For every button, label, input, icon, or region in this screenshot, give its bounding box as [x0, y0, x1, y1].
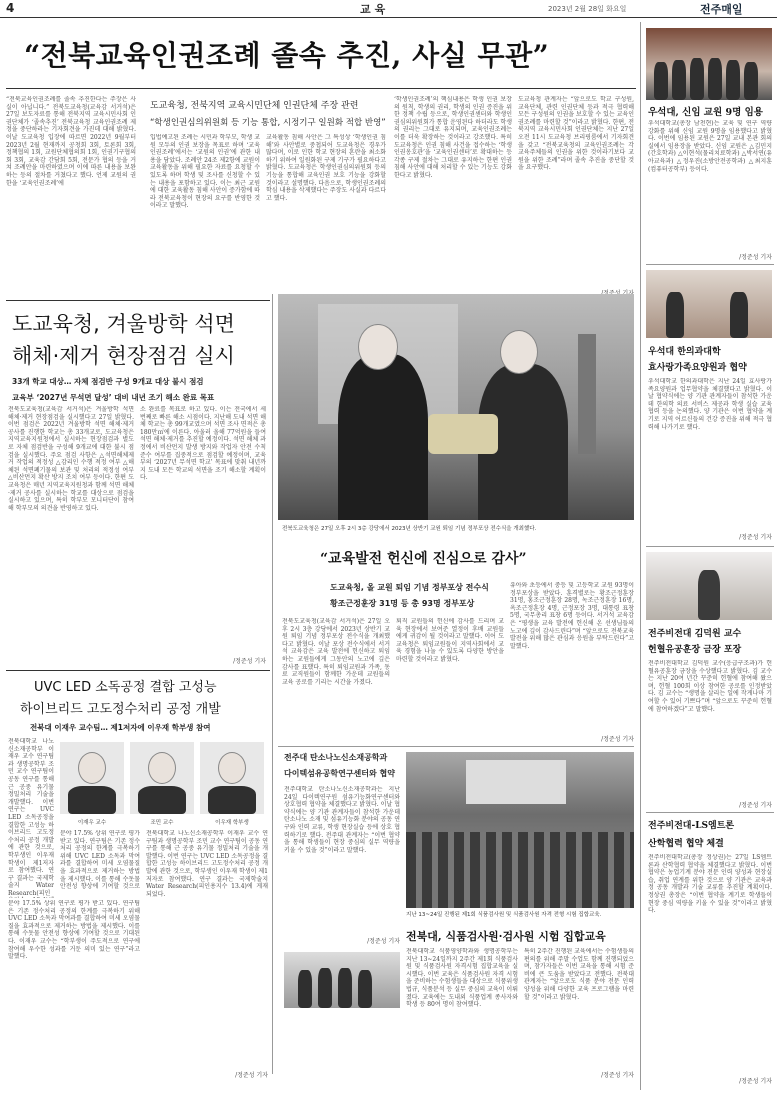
- winter-col-1: 전북도교육청(교육감 서거석)은 겨울방학 석면 해체·제거 현장점검을 실시했다고 27일 밝혔다. 이번 점검은 2022년 겨울방학 석면 해체·제거 공사를 진행한 학교는 총 33개교로, 도교육청은 지역교육지원청에서 실시하는 현장점검과 별도로 자체 점검반을 구성해 9개교에 대한 불시 점검을 실시했다. 주요 점검 사항은 △석면해체제거 작업의 적정성 △감리인 수행 적정 여부 △해체된 석면폐기물의 보관 및 처리의 적정성 여부 △비산먼지 확산 방지 조치 여부 등이다. 한편 도교육청은 매년 지역교육지원청과 함께 석면 해체·제거 공사를 실시하는 학교를 대상으로 점검을 실시하고 있으며, 특히 학부모 모니터단이 참여해 학부모의 의견을 반영하고 있다.: [8, 406, 134, 512]
- food-headline: 전북대, 식품검사원·검사원 시험 집합교육: [406, 930, 606, 943]
- nano-text: 전주대학교 탄소나노신소재공학과는 지난 24일 다이텍연구원 섬유기능화연구센터와 상호협력 협약을 체결했다고 밝혔다. 이날 협약식에는 양 기관 관계자들이 참석한 가운데 탄소나노 소재 및 섬유기능화 분야의 공동 연구와 인력 교류, 학생 현장실습 등에 상호 협력하기로 했다. 전주대 관계자는 “이번 협약을 통해 학생들이 현장 중심의 실무 역량을 키울 수 있을 것”이라고 말했다.: [284, 786, 400, 854]
- uvc-byline: /정준성 기자: [235, 1072, 268, 1079]
- right4-title2: 산학협력 협약 체결: [648, 839, 724, 849]
- lead-subhead-1: 도교육청, 전북지역 교육시민단체 인권단체 주장 관련: [150, 101, 359, 111]
- right3-title: 전주비전대 김덕원 교수: [648, 629, 742, 639]
- uvc-subhead: 전북대 이재우 교수팀… 제1저자에 이우재 학부생 참여: [30, 723, 211, 732]
- right2-byline: /정준성 기자: [739, 534, 772, 541]
- award-col-1: 전북도교육청(교육감 서거석)은 27일 오후 2시 3층 강당에서 2023년 상반기 교원 퇴임 기념 정부포상 전수식을 개최했다고 밝혔다. 이날 포상 전수식에서 서거석 교육감은 교육 발전에 헌신하고 퇴임하는 교원들에게 그동안의 노고에 깊은 감사를 표했다. 특히 퇴임교원과 가족, 동료 교직원들이 함께한 가운데 교원들의 교육 공로를 기리는 시간을 가졌다.: [282, 618, 390, 686]
- uvc-col-3: 전북대학교 나노신소재공학부 이재우 교수 연구팀과 생명공학부 조민 교수 연구팀이 공동 연구를 통해 근 공중 유기물 정밀처리 기술을 개발했다. 이번 연구는 UVC LED 소독공정을 결합한 고성능 하이브리드 고도정수처리 공정 개발에 관한 것으로, 학부생인 이우재 학생이 제1저자로 참여했다. 연구 결과는 국제학술지 Water Research(피인용지수 13.4)에 게재되었다.: [146, 830, 268, 898]
- right1-byline: /정준성 기자: [739, 254, 772, 261]
- newspaper-name: 전주매일: [700, 3, 743, 16]
- issue-date: 2023년 2월 28일 화요일: [548, 5, 627, 13]
- winter-headline-2: 해체·제거 현장점검 실시: [12, 344, 235, 368]
- nano-headline-2: 다이텍섬유공학연구센터와 협약: [284, 769, 395, 778]
- blood-donation-photo: [646, 552, 772, 620]
- food-col-1: 전북대학교 식품영양학과와 생명공학부는 지난 13~24일까지 2주간 제1회 식품검사원 및 식품검사원 자격시험 집합교육을 실시했다. 이번 교육은 식품검사원 자격 시험을 준비하는 수험생들을 대상으로 식품위생법규, 식품분석 등 실무 중심의 교육이 이뤄졌다. 교육에는 도내외 식품업계 종사자와 학생 등 80여 명이 참여했다.: [406, 948, 518, 1009]
- uvc-col-2: 분야 17.5% 상위 연구로 평가 받고 있다. 연구팀은 기존 정수처리 공정의 한계를 극복하기 위해 UVC LED 소독과 막여과를 결합하여 미세 오염물질을 효과적으로 제거하는 방법을 제시했다. 이를 통해 수돗물 안전성 향상에 기여할 것으로: [60, 830, 140, 890]
- winter-headline-1: 도교육청, 겨울방학 석면: [12, 312, 235, 336]
- winter-subhead-1: 33개 학교 대상… 자체 점검반 구성 9개교 대상 불시 점검: [12, 377, 204, 386]
- page-number: 4: [6, 1, 15, 15]
- lead-subhead-2: “학생인권심의위원회 등 기능 통합, 시정기구 일원화 적합 반영”: [150, 118, 386, 128]
- portrait-professor-1: [60, 742, 124, 814]
- food-byline: /정준성 기자: [601, 1072, 634, 1079]
- section-name: 교육: [360, 3, 390, 16]
- award-col-2: 퇴직 교원들의 헌신에 감사를 드리며 교육 현장에서 보여준 열정이 후배 교원들에게 귀감이 될 것이라고 말했다. 이어 도교육청은 퇴임교원들이 지역사회에서 교육 경험을 나눌 수 있도록 다양한 방안을 마련할 것이라고 밝혔다.: [396, 618, 504, 663]
- food-training-photo: [284, 952, 400, 1008]
- uvc-headline-2: 하이브리드 고도정수처리 공정 개발: [20, 702, 221, 717]
- lead-headline: “전북교육인권조례 졸속 추진, 사실 무관”: [24, 39, 550, 72]
- right4-byline: /정준성 기자: [739, 1078, 772, 1085]
- portrait-student: [200, 742, 264, 814]
- lead-col-4: ‘학생인권조례’의 핵심내용은 학생 인권 보장의 원칙, 학생의 권리, 학생의 인권 증진을 위한 정책 수립 등으로, 학생인권센터와 학생인권심의위원회가 통합 운영된다 하더라도 학생의 권리는 그대로 유지되며, 교육인권조례는 이를 더욱 확장하는 것이라고 강조했다. 특히 도교육청은 인권 침해 사건을 접수하는 ‘학생인권옹호관’을 ‘교육인권센터’로 확대하는 등 각종 구제 절차는 그대로 유지하는 한편 인권 침해 사안에 대해 처리할 수 있는 기능도 강화한다고 밝혔다.: [394, 96, 512, 179]
- uvc-headline-1: UVC LED 소독공정 결합 고성능: [34, 680, 217, 695]
- right3-text: 전주비전대학교 김덕원 교수(응급구조과)가 헌혈유공훈장 금장을 수상했다고 밝혔다. 김 교수는 지난 20여 년간 꾸준히 헌혈에 참여해 왔으며, 헌혈 100회 이상 참여한 공로를 인정받았다. 김 교수는 “생명을 살리는 일에 작게나마 기여할 수 있어 기쁘다”며 “앞으로도 꾸준히 헌혈에 참여하겠다”고 말했다.: [648, 660, 772, 713]
- right1-text: 우석대학교(총장 남천현)는 교육 및 연구 역량 강화를 위해 신임 교원 9명을 임용했다고 밝혔다. 이번에 임용된 교원은 27일 교내 본관 회의실에서 임용장을 받았다. 신임 교원은 △김민지(간호학과) △이현석(물리치료학과) △박서연(유아교육과) △정우진(소방안전공학과) △최지훈(컴퓨터공학부) 등이다.: [648, 120, 772, 173]
- lead-col-5: 도교육청 관계자는 “앞으로도 학교 구성원, 교육단체, 관련 인권단체 등과 적극 협력해 모든 구성원의 인권을 보호할 수 있는 교육인권조례를 마련할 것”이라고 밝혔다. 한편, 전북지역 교육시민사회 인권단체는 지난 27일 오전 11시 도교육청 브리핑룸에서 기자회견을 갖고 “전북교육청의 교육인권조례는 각 교육주체들의 인권을 위한 것이라기보다 교원을 위한 조례”라며 졸속 추진을 중단할 것을 요구했다.: [518, 96, 634, 172]
- winter-byline: /정준성 기자: [233, 658, 266, 665]
- portrait-1-label: 이재우 교수: [77, 820, 107, 826]
- nano-headline-1: 전주대 탄소나노신소재공학과: [284, 753, 388, 762]
- page-header: [0, 0, 777, 18]
- food-photo-caption: 지난 13~24일 진행된 제1회 식품검사원 및 식품검사원 자격 전형 시험 집합교육.: [406, 912, 602, 918]
- portrait-professor-2: [130, 742, 194, 814]
- classroom-photo: [406, 752, 634, 908]
- right2-title2: 효사랑가족요양원과 협약: [648, 363, 747, 373]
- award-headline: “교육발전 헌신에 진심으로 감사”: [320, 551, 527, 567]
- right3-byline: /정준성 기자: [739, 802, 772, 809]
- award-subhead-1: 도교육청, 올 교원 퇴임 기념 정부포상 전수식: [330, 583, 489, 592]
- hanui-photo: [646, 270, 772, 338]
- right3-title2: 헌혈유공훈장 금장 포장: [648, 645, 742, 655]
- right2-title: 우석대 한의과대학: [648, 347, 721, 357]
- right1-title: 우석대, 신임 교원 9명 임용: [648, 107, 763, 118]
- lead-col-2: 입법예고된 조례는 시민과 학부모, 학생 교원 모두의 인권 보장을 목표로 하며 ‘교육인권조례’에서는 ‘교원의 인권’에 관한 내용을 담았다. 조례안 24조 제2항에 교원이 교육활동을 위해 필요한 자료를 요청할 수 있도록 하며 학생 및 조사를 신청할 수 있는 내용을 포함하고 있다. 이는 최근 교원에 대한 교육활동 침해 사안이 증가함에 따라 전북교육청이 현장의 요구를 반영한 것이라고 말했다.: [150, 134, 260, 210]
- group-photo: [646, 28, 772, 100]
- uvc-col-1: 전북대학교 나노신소재공학부 이재우 교수 연구팀과 생명공학부 조민 교수 연구팀이 공동 연구를 통해 근 공중 유기물 정밀처리 기술을 개발했다. 이번 연구는 UVC LED 소독공정을 결합한 고성능 하이브리드 고도정수처리 공정 개발에 관한 것으로, 학부생인 이우재 학생이 제1저자로 참여했다. 연구 결과는 국제학술지 Water Research(피인: [8, 738, 54, 897]
- right4-title: 전주비전대-LS엠트론: [648, 821, 735, 831]
- portrait-3-label: 이우재 학부생: [215, 820, 249, 826]
- right2-text: 우석대학교 한의과대학은 지난 24일 효사랑가족요양원과 업무협약을 체결했다고 밝혔다. 이날 협약식에는 양 기관 관계자들이 참석한 가운데 한의학 의료 서비스 제공과 학생 실습 교육 협력 등을 논의했다. 양 기관은 이번 협약을 계기로 지역 어르신들의 건강 증진을 위해 적극 협력해 나가기로 했다.: [648, 378, 772, 431]
- nano-byline: /정준성 기자: [367, 938, 400, 945]
- lead-col-1: “전북교육인권조례를 졸속 추진한다는 주장은 사실이 아닙니다.” 전북도교육청(교육감 서거석)은 27일 보도자료를 통해 전북지역 교육시민사회 인권단체가 ‘졸속추진’ 전북교육청 교육인권조례 제정을 중단하라는 기자회견을 가진데 대해 밝혔다. 이날 도교육청 입장에 따르면 2022년 9월부터 2023년 2월 현재까지 공청회 3회, 토론회 3회, 정책협의 1회, 교원단체협의회 1회, 인권기구협의회 3회, 교육감 간담회 5회, 전문가 협의 등을 거쳐 조례안을 마련하였으며 이에 따른 내용을 보완하는 등의 절차를 거쳤다고 했다. 언제 교원의 권한을 ‘교육인권조례’에: [6, 96, 136, 187]
- winter-col-2: 소 완료를 목표로 하고 있다. 이는 전국에서 세 번째로 빠른 해소 시점이다. 지난해 도내 석면 해체 학교는 총 99개교였으며 석면 조사 면적은 총 180만㎡에 이른다. 아울러 올해 77억원을 들여 석면 해체·제거를 추진할 예정이다. 석면 해체 과정에서 비산먼지 발생 방지와 작업자 안전 수칙 준수 여부를 집중적으로 점검할 예정이며, 교육부의 ‘2027년 무석면 학교’ 목표에 맞춰 내년까지 도내 모든 학교의 석면을 조기 해소할 계획이다.: [140, 406, 266, 482]
- award-photo-caption: 전북도교육청은 27일 오후 2시 3층 강당에서 2023년 상반기 교원 퇴임 기념 정부포상 전수식을 개최했다.: [282, 526, 537, 532]
- uvc-col-4: 분야 17.5% 상위 연구로 평가 받고 있다. 연구팀은 기존 정수처리 공정의 한계를 극복하기 위해 UVC LED 소독과 막여과를 결합하여 미세 오염물질을 효과적으로 제거하는 방법을 제시했다. 이를 통해 수돗물 안전성 향상에 기여할 것으로 기대된다. 이재우 교수는 “학부생이 주도적으로 연구에 참여해 우수한 성과를 거둔 의미 있는 연구”라고 말했다.: [8, 900, 140, 961]
- right4-text: 전주비전대학교(총장 정상권)는 27일 LS엠트론과 산학협력 협약을 체결했다고 밝혔다. 이번 협약은 농업기계 분야 전문 인력 양성과 현장실습, 취업 연계를 위한 것으로 양 기관은 교육과정 공동 개발과 기술 교류를 추진할 계획이다. 정상권 총장은 “이번 협약을 계기로 학생들이 현장 중심 역량을 키울 수 있을 것”이라고 밝혔다.: [648, 854, 772, 915]
- award-subhead-2: 황조근정훈장 31명 등 총 93명 정부포상: [330, 599, 475, 608]
- winter-subhead-2: 교육부 ‘2027년 무석면 달성’ 대비 내년 조기 해소 완료 목표: [12, 393, 215, 402]
- award-ceremony-photo: [278, 294, 634, 520]
- portrait-2-label: 조민 교수: [150, 820, 174, 826]
- award-col-3: 유아와 초등에서 중등 및 고등학교 교원 93명이 정부포상을 받았다. 훈격별로는 황조근정훈장 31명, 홍조근정훈장 28명, 녹조근정훈장 16명, 옥조근정훈장 4명, 근정포장 3명, 대통령 표창 5명, 국무총리 표창 6명 등이다. 서거석 교육감은 “평생을 교육 발전에 헌신해 온 선생님들의 노고에 깊이 감사드린다”며 “앞으로도 전북교육 발전을 위해 많은 관심과 응원을 부탁드린다”고 말했다.: [510, 582, 634, 650]
- food-col-2: 특히 2주간 진행된 교육에서는 수험생들의 편의를 위해 주말 수업도 함께 진행되었으며, 참가자들은 이번 교육을 통해 시험 준비에 큰 도움을 받았다고 전했다. 전북대 관계자는 “앞으로도 식품 분야 전문 인력 양성을 위해 다양한 교육 프로그램을 마련할 것”이라고 밝혔다.: [524, 948, 634, 1001]
- award-byline: /정준성 기자: [601, 736, 634, 743]
- lead-col-3: 교육활동 침해 사안은 그 특성상 ‘학생인권 침해’와 사안별로 중첩되어 도교육청은 경우가 많다며, 이로 인한 학교 현장의 혼란을 최소화하기 위하여 일원화된 구제 기구가 필요하다고 밝혔다. 도교육청은 학생인권심의위원회 등의 기능을 통합해 교육인권 보호 기능을 강화할 것이라고 설명했다. 다음으로, 학생인권조례의 학심 내용을 삭제했다는 주장도 사실과 다르다고 했다.: [266, 134, 386, 202]
